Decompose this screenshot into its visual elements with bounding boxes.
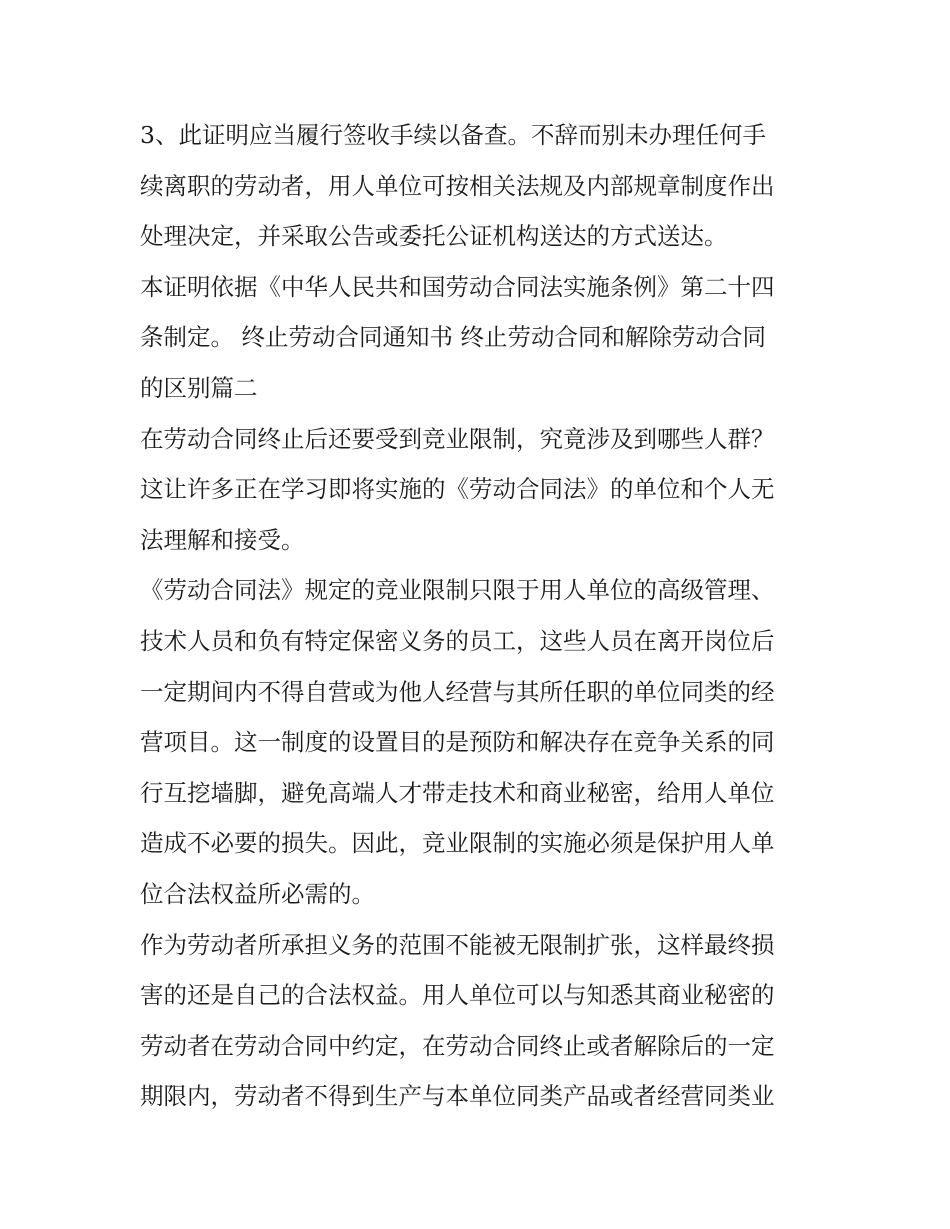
paragraph-non-compete-scope bbox=[140, 565, 820, 919]
text-line: 在劳动合同终止后还要受到竞业限制，究竟涉及到哪些人群？ bbox=[140, 424, 775, 453]
text-line: 害的还是自己的合法权益。用人单位可以与知悉其商业秘密的 bbox=[140, 981, 775, 1010]
text-line: 法理解和接受。 bbox=[140, 525, 305, 554]
text-line: 技术人员和负有特定保密义务的员工，这些人员在离开岗位后 bbox=[140, 626, 775, 655]
paragraph-worker-obligations bbox=[140, 920, 820, 1122]
text-line: 处理决定，并采取公告或委托公证机构送达的方式送达。 bbox=[140, 222, 728, 251]
text-line: 《劳动合同法》规定的竞业限制只限于用人单位的高级管理、 bbox=[140, 576, 775, 605]
paragraph-non-compete-question bbox=[140, 414, 820, 566]
text-line: 续离职的劳动者，用人单位可按相关法规及内部规章制度作出 bbox=[140, 171, 775, 200]
text-line: 的区别篇二 bbox=[140, 373, 258, 402]
text-line: 作为劳动者所承担义务的范围不能被无限制扩张，这样最终损 bbox=[140, 930, 775, 959]
text-line: 3、此证明应当履行签收手续以备查。不辞而别未办理任何手 bbox=[140, 121, 766, 149]
text-line: 一定期间内不得自营或为他人经营与其所任职的单位同类的经 bbox=[140, 677, 775, 706]
paragraph-legal-basis bbox=[140, 262, 820, 414]
text-line: 条制定。 终止劳动合同通知书 终止劳动合同和解除劳动合同 bbox=[140, 323, 766, 352]
text-line: 位合法权益所必需的。 bbox=[140, 879, 375, 908]
text-line: 本证明依据《中华人民共和国劳动合同法实施条例》第二十四 bbox=[140, 272, 775, 301]
text-line: 行互挖墙脚，避免高端人才带走技术和商业秘密，给用人单位 bbox=[140, 778, 775, 807]
text-line: 期限内，劳动者不得到生产与本单位同类产品或者经营同类业 bbox=[140, 1082, 775, 1111]
text-line: 营项目。这一制度的设置目的是预防和解决存在竞争关系的同 bbox=[140, 728, 775, 757]
text-line: 劳动者在劳动合同中约定，在劳动合同终止或者解除后的一定 bbox=[140, 1031, 775, 1060]
document-body bbox=[140, 110, 820, 1122]
paragraph-certificate-signing bbox=[140, 110, 820, 262]
text-line: 造成不必要的损失。因此，竞业限制的实施必须是保护用人单 bbox=[140, 829, 775, 858]
text-line: 这让许多正在学习即将实施的《劳动合同法》的单位和个人无 bbox=[140, 475, 775, 504]
